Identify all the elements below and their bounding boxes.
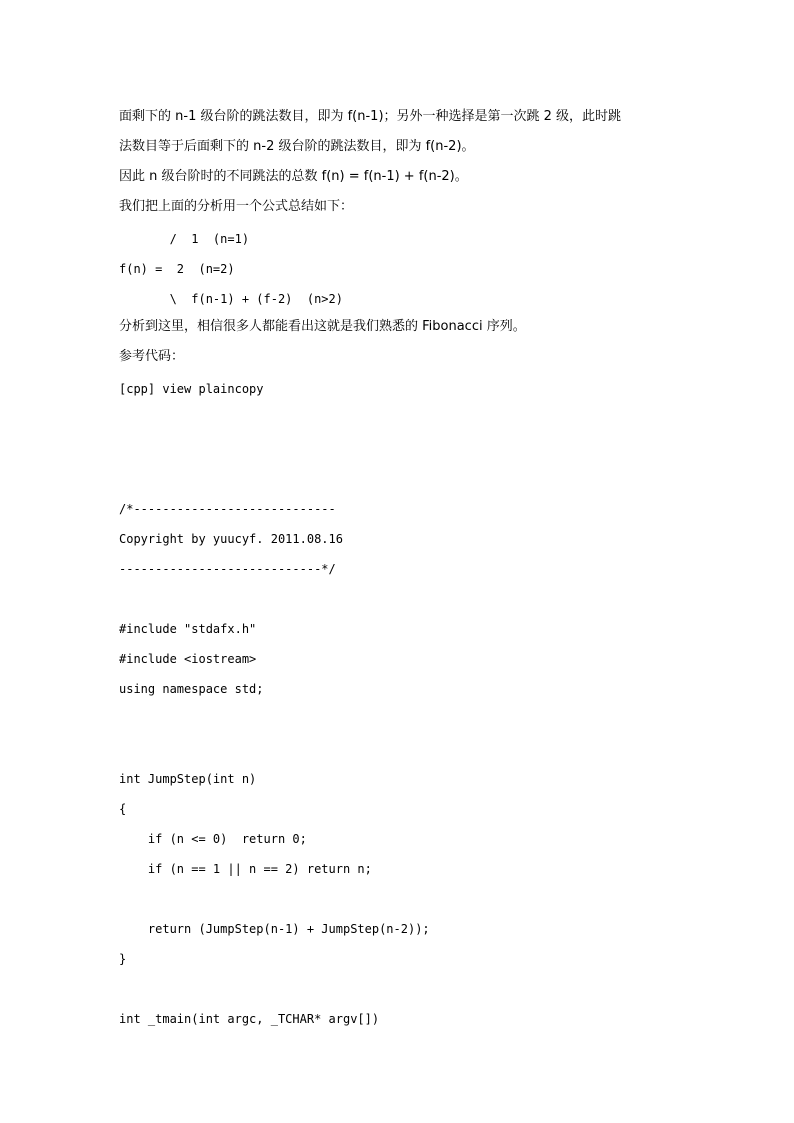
paragraph-line: 面剩下的 n-1 级台阶的跳法数目，即为 f(n-1)；另外一种选择是第一次跳 2 级，此时跳: [119, 109, 622, 124]
code-line: int _tmain(int argc, _TCHAR* argv[]): [119, 1012, 380, 1026]
code-line: return (JumpStep(n-1) + JumpStep(n-2));: [119, 922, 430, 936]
formula-line: / 1 (n=1): [119, 232, 250, 246]
code-line: using namespace std;: [119, 682, 264, 696]
paragraph-line: 我们把上面的分析用一个公式总结如下：: [119, 199, 354, 214]
formula-line: f(n) = 2 (n=2): [119, 262, 235, 276]
code-line: Copyright by yuucyf. 2011.08.16: [119, 532, 343, 546]
paragraph-line: 参考代码：: [119, 349, 185, 364]
code-line: /*----------------------------: [119, 502, 336, 516]
formula-line: \ f(n-1) + (f-2) (n>2): [119, 292, 343, 306]
code-line: if (n <= 0) return 0;: [119, 832, 307, 846]
code-line: #include <iostream>: [119, 652, 257, 666]
code-toolbar-link[interactable]: [cpp] view plaincopy: [119, 382, 264, 396]
paragraph-line: 法数目等于后面剩下的 n-2 级台阶的跳法数目，即为 f(n-2)。: [119, 139, 475, 154]
code-line: if (n == 1 || n == 2) return n;: [119, 862, 372, 876]
paragraph-line: 因此 n 级台阶时的不同跳法的总数 f(n) = f(n-1) + f(n-2)。: [119, 169, 468, 184]
code-line: int JumpStep(int n): [119, 772, 257, 786]
code-line: ----------------------------*/: [119, 562, 336, 576]
code-line: }: [119, 952, 127, 966]
code-line: {: [119, 802, 127, 816]
paragraph-line: 分析到这里，相信很多人都能看出这就是我们熟悉的 Fibonacci 序列。: [119, 319, 526, 334]
code-line: #include "stdafx.h": [119, 622, 257, 636]
